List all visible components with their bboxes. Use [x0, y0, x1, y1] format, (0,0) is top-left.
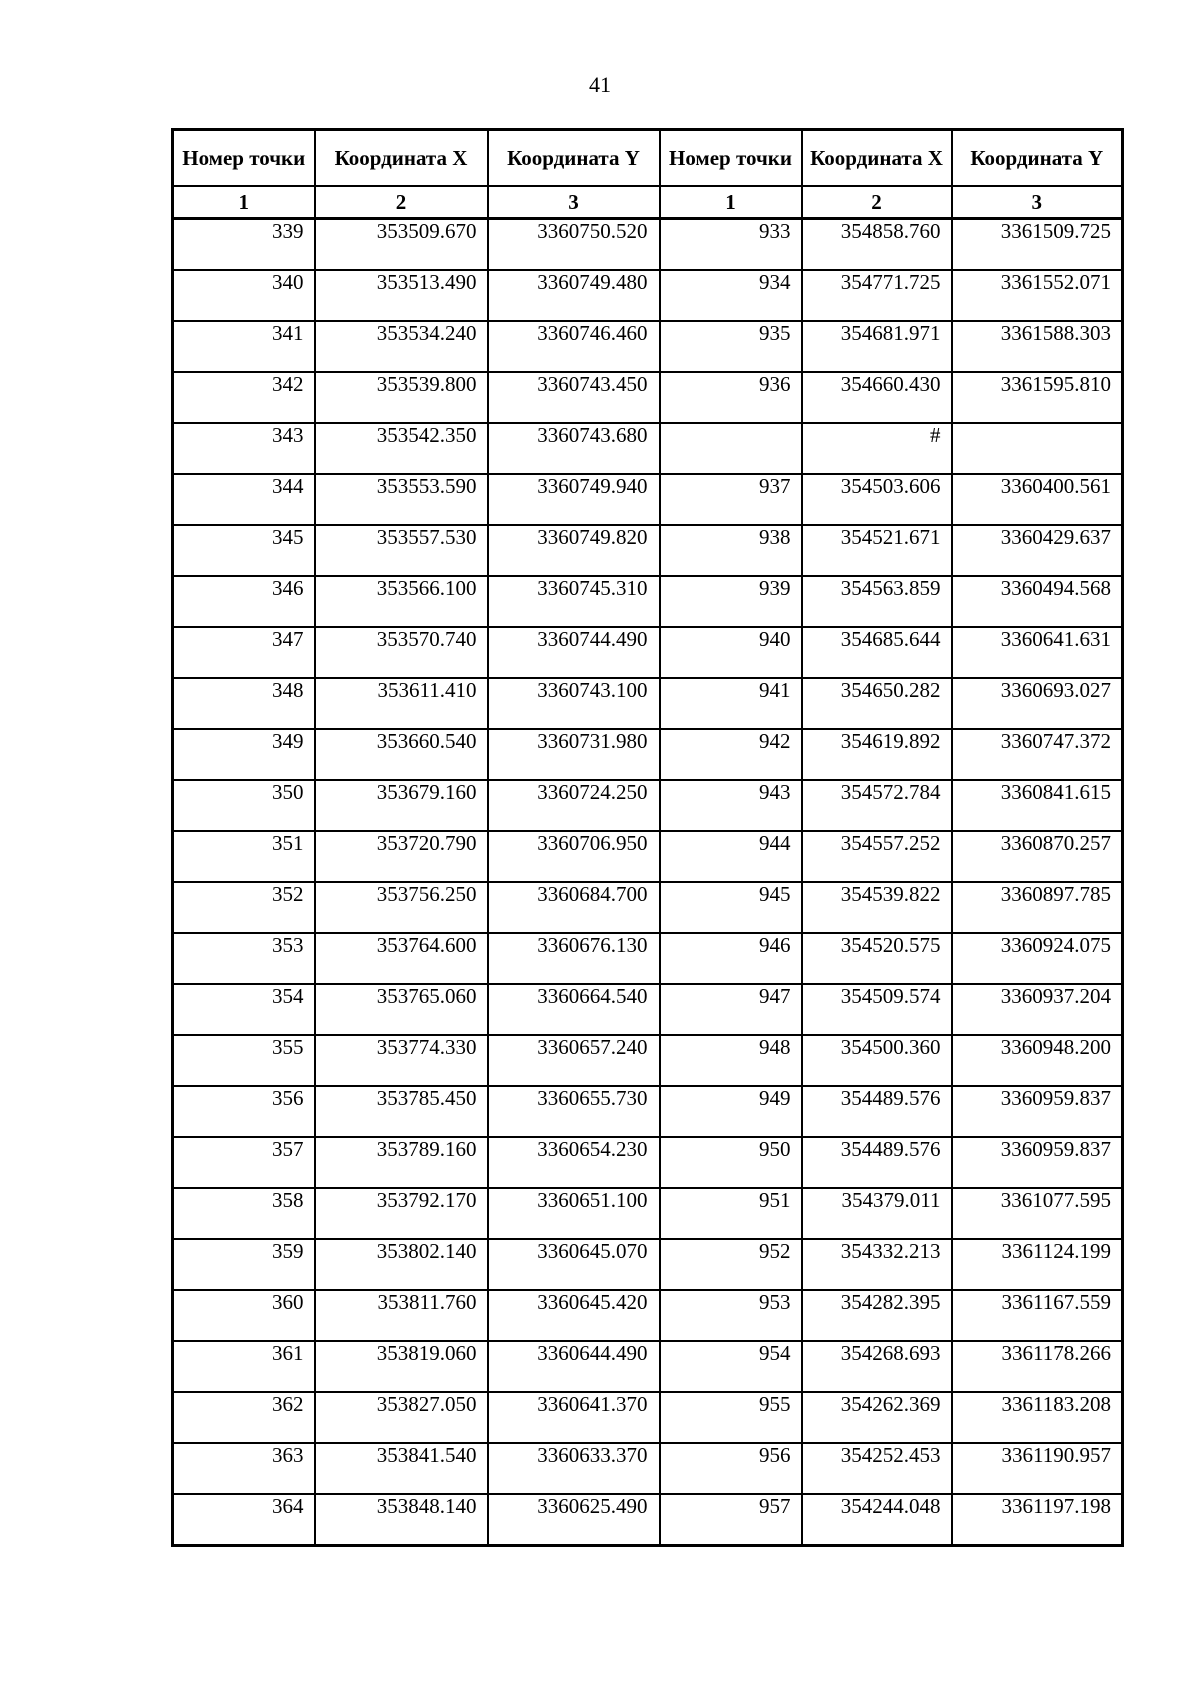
cell-coordinate-x-left: 353792.170: [315, 1188, 488, 1239]
cell-coordinate-y-left: 3360724.250: [488, 780, 660, 831]
cell-point-number-left: 361: [173, 1341, 315, 1392]
cell-coordinate-x-right: 354563.859: [802, 576, 952, 627]
cell-point-number-right: 954: [660, 1341, 802, 1392]
cell-coordinate-y-right: [952, 423, 1123, 474]
cell-point-number-right: 942: [660, 729, 802, 780]
cell-coordinate-y-right: 3361588.303: [952, 321, 1123, 372]
table-row: [173, 525, 1123, 576]
cell-coordinate-y-right: 3361124.199: [952, 1239, 1123, 1290]
table-row: [173, 1494, 1123, 1546]
cell-point-number-right: 944: [660, 831, 802, 882]
cell-point-number-right: 937: [660, 474, 802, 525]
cell-point-number-left: 348: [173, 678, 315, 729]
cell-coordinate-y-right: 3360937.204: [952, 984, 1123, 1035]
cell-coordinate-y-right: 3360948.200: [952, 1035, 1123, 1086]
cell-coordinate-x-left: 353774.330: [315, 1035, 488, 1086]
table-row: [173, 321, 1123, 372]
cell-point-number-right: 939: [660, 576, 802, 627]
cell-coordinate-x-right: 354521.671: [802, 525, 952, 576]
table-row: [173, 219, 1123, 271]
cell-coordinate-y-left: 3360744.490: [488, 627, 660, 678]
cell-point-number-left: 341: [173, 321, 315, 372]
cell-coordinate-y-right: 3360494.568: [952, 576, 1123, 627]
cell-coordinate-y-left: 3360684.700: [488, 882, 660, 933]
cell-coordinate-x-left: 353789.160: [315, 1137, 488, 1188]
cell-coordinate-x-left: 353765.060: [315, 984, 488, 1035]
cell-coordinate-x-right: 354489.576: [802, 1137, 952, 1188]
cell-coordinate-x-left: 353756.250: [315, 882, 488, 933]
table-row: [173, 729, 1123, 780]
cell-point-number-right: 956: [660, 1443, 802, 1494]
cell-point-number-left: 344: [173, 474, 315, 525]
cell-point-number-right: 938: [660, 525, 802, 576]
table-body: [173, 219, 1123, 1546]
cell-point-number-right: 936: [660, 372, 802, 423]
cell-point-number-right: 943: [660, 780, 802, 831]
header-row: [173, 130, 1123, 187]
cell-coordinate-x-left: 353819.060: [315, 1341, 488, 1392]
table-row: [173, 474, 1123, 525]
cell-point-number-left: 358: [173, 1188, 315, 1239]
cell-point-number-left: 347: [173, 627, 315, 678]
cell-coordinate-x-right: 354503.606: [802, 474, 952, 525]
cell-coordinate-y-right: 3360959.837: [952, 1086, 1123, 1137]
cell-coordinate-y-right: 3361178.266: [952, 1341, 1123, 1392]
cell-coordinate-y-left: 3360664.540: [488, 984, 660, 1035]
cell-coordinate-y-left: 3360749.940: [488, 474, 660, 525]
table-row: [173, 270, 1123, 321]
cell-coordinate-x-right: 354858.760: [802, 219, 952, 271]
cell-coordinate-y-left: 3360655.730: [488, 1086, 660, 1137]
cell-coordinate-y-left: 3360625.490: [488, 1494, 660, 1546]
cell-coordinate-x-right: 354332.213: [802, 1239, 952, 1290]
cell-coordinate-x-left: 353534.240: [315, 321, 488, 372]
cell-coordinate-y-left: 3360745.310: [488, 576, 660, 627]
cell-coordinate-y-left: 3360743.100: [488, 678, 660, 729]
cell-coordinate-x-right: 354379.011: [802, 1188, 952, 1239]
cell-point-number-right: 935: [660, 321, 802, 372]
header-coordinate-x-left: Координата X: [315, 130, 488, 187]
table-row: [173, 678, 1123, 729]
cell-coordinate-x-left: 353679.160: [315, 780, 488, 831]
cell-coordinate-x-right: 354572.784: [802, 780, 952, 831]
cell-coordinate-y-left: 3360731.980: [488, 729, 660, 780]
cell-coordinate-x-right: 354268.693: [802, 1341, 952, 1392]
cell-coordinate-y-left: 3360743.680: [488, 423, 660, 474]
cell-coordinate-x-left: 353841.540: [315, 1443, 488, 1494]
cell-coordinate-x-right: 354520.575: [802, 933, 952, 984]
cell-coordinate-x-right: 354619.892: [802, 729, 952, 780]
cell-coordinate-y-right: 3360747.372: [952, 729, 1123, 780]
cell-point-number-left: 351: [173, 831, 315, 882]
cell-coordinate-y-left: 3360746.460: [488, 321, 660, 372]
cell-coordinate-y-right: 3360429.637: [952, 525, 1123, 576]
cell-point-number-left: 357: [173, 1137, 315, 1188]
cell-point-number-left: 350: [173, 780, 315, 831]
cell-coordinate-y-right: 3360897.785: [952, 882, 1123, 933]
header-point-number-right: Номер точки: [660, 130, 802, 187]
table-row: [173, 372, 1123, 423]
cell-point-number-right: 949: [660, 1086, 802, 1137]
cell-point-number-right: 934: [660, 270, 802, 321]
cell-coordinate-x-left: 353539.800: [315, 372, 488, 423]
cell-point-number-left: 345: [173, 525, 315, 576]
cell-coordinate-y-right: 3361509.725: [952, 219, 1123, 271]
cell-point-number-right: 946: [660, 933, 802, 984]
cell-coordinate-x-left: 353553.590: [315, 474, 488, 525]
table-row: [173, 1239, 1123, 1290]
cell-point-number-right: 940: [660, 627, 802, 678]
cell-coordinate-y-right: 3361077.595: [952, 1188, 1123, 1239]
cell-coordinate-x-right: 354557.252: [802, 831, 952, 882]
column-number: 1: [173, 186, 315, 219]
cell-coordinate-y-right: 3360924.075: [952, 933, 1123, 984]
table-row: [173, 882, 1123, 933]
cell-point-number-left: 352: [173, 882, 315, 933]
cell-point-number-left: 354: [173, 984, 315, 1035]
cell-point-number-left: 356: [173, 1086, 315, 1137]
column-number: 3: [488, 186, 660, 219]
cell-point-number-right: 955: [660, 1392, 802, 1443]
cell-coordinate-y-left: 3360633.370: [488, 1443, 660, 1494]
cell-point-number-right: [660, 423, 802, 474]
cell-point-number-right: 950: [660, 1137, 802, 1188]
cell-coordinate-x-right: 354539.822: [802, 882, 952, 933]
cell-point-number-left: 355: [173, 1035, 315, 1086]
table-row: [173, 423, 1123, 474]
cell-coordinate-x-right: 354650.282: [802, 678, 952, 729]
column-number: 2: [315, 186, 488, 219]
cell-coordinate-y-left: 3360654.230: [488, 1137, 660, 1188]
table-row: [173, 576, 1123, 627]
cell-point-number-right: 951: [660, 1188, 802, 1239]
cell-point-number-right: 952: [660, 1239, 802, 1290]
cell-coordinate-y-left: 3360644.490: [488, 1341, 660, 1392]
cell-coordinate-x-left: 353811.760: [315, 1290, 488, 1341]
table-row: [173, 1341, 1123, 1392]
cell-coordinate-x-right: 354282.395: [802, 1290, 952, 1341]
cell-coordinate-y-left: 3360750.520: [488, 219, 660, 271]
cell-coordinate-x-right: 354500.360: [802, 1035, 952, 1086]
cell-coordinate-y-right: 3360641.631: [952, 627, 1123, 678]
cell-coordinate-x-left: 353570.740: [315, 627, 488, 678]
cell-coordinate-x-right: 354489.576: [802, 1086, 952, 1137]
cell-coordinate-x-left: 353513.490: [315, 270, 488, 321]
cell-coordinate-y-right: 3361552.071: [952, 270, 1123, 321]
cell-point-number-right: 947: [660, 984, 802, 1035]
cell-point-number-left: 353: [173, 933, 315, 984]
table-row: [173, 780, 1123, 831]
table-row: [173, 1392, 1123, 1443]
cell-coordinate-x-right: 354252.453: [802, 1443, 952, 1494]
table-row: [173, 933, 1123, 984]
cell-coordinate-x-left: 353611.410: [315, 678, 488, 729]
header-coordinate-x-right: Координата X: [802, 130, 952, 187]
cell-coordinate-x-right: 354244.048: [802, 1494, 952, 1546]
page-number: 41: [589, 72, 611, 97]
cell-coordinate-y-left: 3360651.100: [488, 1188, 660, 1239]
cell-coordinate-y-right: 3360870.257: [952, 831, 1123, 882]
cell-point-number-left: 343: [173, 423, 315, 474]
table-row: [173, 1137, 1123, 1188]
cell-coordinate-x-right: 354681.971: [802, 321, 952, 372]
table-row: [173, 1443, 1123, 1494]
cell-coordinate-y-left: 3360676.130: [488, 933, 660, 984]
cell-coordinate-y-left: 3360749.820: [488, 525, 660, 576]
cell-coordinate-y-left: 3360749.480: [488, 270, 660, 321]
cell-point-number-left: 362: [173, 1392, 315, 1443]
cell-coordinate-x-right: 354262.369: [802, 1392, 952, 1443]
cell-coordinate-x-left: 353785.450: [315, 1086, 488, 1137]
table-row: [173, 1086, 1123, 1137]
cell-coordinate-x-left: 353509.670: [315, 219, 488, 271]
cell-point-number-left: 342: [173, 372, 315, 423]
cell-coordinate-y-left: 3360645.070: [488, 1239, 660, 1290]
cell-point-number-right: 957: [660, 1494, 802, 1546]
table-row: [173, 984, 1123, 1035]
column-number: 3: [952, 186, 1123, 219]
coordinates-table: [171, 128, 1124, 1547]
cell-point-number-left: 339: [173, 219, 315, 271]
cell-coordinate-y-right: 3361183.208: [952, 1392, 1123, 1443]
cell-point-number-left: 359: [173, 1239, 315, 1290]
cell-coordinate-y-right: 3361595.810: [952, 372, 1123, 423]
table-row: [173, 831, 1123, 882]
cell-coordinate-x-right: 354509.574: [802, 984, 952, 1035]
cell-point-number-left: 340: [173, 270, 315, 321]
header-coordinate-y-left: Координата Y: [488, 130, 660, 187]
cell-coordinate-y-right: 3361167.559: [952, 1290, 1123, 1341]
cell-coordinate-x-left: 353848.140: [315, 1494, 488, 1546]
cell-coordinate-y-left: 3360743.450: [488, 372, 660, 423]
cell-coordinate-x-left: 353566.100: [315, 576, 488, 627]
cell-coordinate-x-left: 353557.530: [315, 525, 488, 576]
cell-coordinate-x-left: 353542.350: [315, 423, 488, 474]
header-coordinate-y-right: Координата Y: [952, 130, 1123, 187]
cell-coordinate-y-right: 3361197.198: [952, 1494, 1123, 1546]
cell-point-number-right: 941: [660, 678, 802, 729]
table-header: [173, 130, 1123, 219]
cell-coordinate-x-right: 354685.644: [802, 627, 952, 678]
cell-coordinate-x-left: 353660.540: [315, 729, 488, 780]
cell-coordinate-x-left: 353827.050: [315, 1392, 488, 1443]
cell-coordinate-x-left: 353802.140: [315, 1239, 488, 1290]
cell-point-number-right: 933: [660, 219, 802, 271]
cell-coordinate-y-right: 3360693.027: [952, 678, 1123, 729]
cell-coordinate-y-right: 3360959.837: [952, 1137, 1123, 1188]
cell-point-number-left: 360: [173, 1290, 315, 1341]
cell-coordinate-x-left: 353764.600: [315, 933, 488, 984]
cell-point-number-right: 953: [660, 1290, 802, 1341]
column-number: 2: [802, 186, 952, 219]
cell-coordinate-y-left: 3360657.240: [488, 1035, 660, 1086]
cell-coordinate-y-right: 3360841.615: [952, 780, 1123, 831]
header-point-number-left: Номер точки: [173, 130, 315, 187]
cell-coordinate-x-right: #: [802, 423, 952, 474]
cell-coordinate-x-right: 354660.430: [802, 372, 952, 423]
cell-point-number-right: 948: [660, 1035, 802, 1086]
table-row: [173, 1290, 1123, 1341]
column-number-row: [173, 186, 1123, 219]
cell-coordinate-y-right: 3360400.561: [952, 474, 1123, 525]
table-row: [173, 627, 1123, 678]
cell-point-number-left: 346: [173, 576, 315, 627]
cell-coordinate-y-left: 3360706.950: [488, 831, 660, 882]
cell-coordinate-x-left: 353720.790: [315, 831, 488, 882]
cell-point-number-left: 364: [173, 1494, 315, 1546]
column-number: 1: [660, 186, 802, 219]
cell-coordinate-y-left: 3360645.420: [488, 1290, 660, 1341]
cell-point-number-right: 945: [660, 882, 802, 933]
cell-coordinate-y-left: 3360641.370: [488, 1392, 660, 1443]
table-row: [173, 1188, 1123, 1239]
cell-point-number-left: 363: [173, 1443, 315, 1494]
cell-coordinate-x-right: 354771.725: [802, 270, 952, 321]
table-row: [173, 1035, 1123, 1086]
cell-point-number-left: 349: [173, 729, 315, 780]
cell-coordinate-y-right: 3361190.957: [952, 1443, 1123, 1494]
